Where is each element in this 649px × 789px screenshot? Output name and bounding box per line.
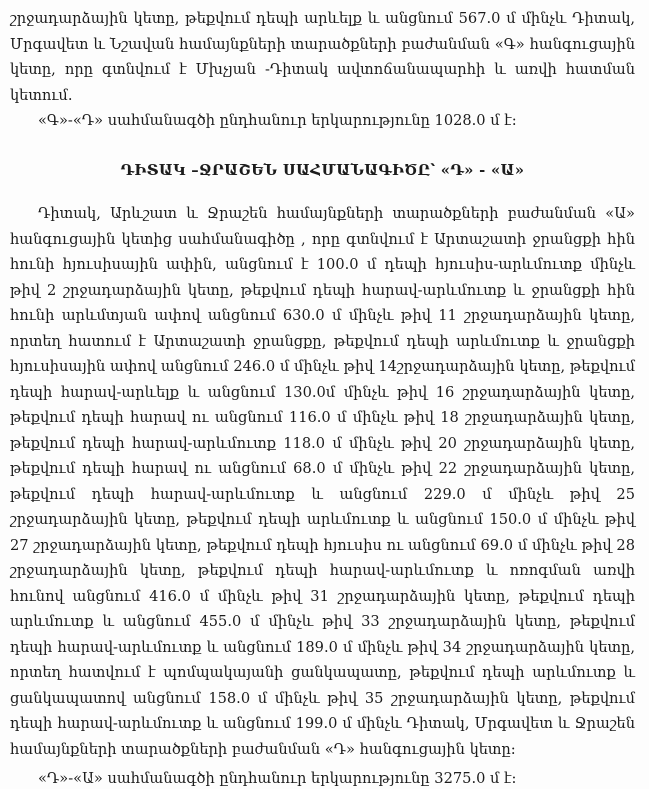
paragraph-d-a-boundary-description: Դիտակ, Արևշատ և Ջրաշեն համայնքների տարածքների բաժանման «Ա» հանգուցային կետից սահմանագիծը , որը գտնվում է Արտաշատի ջրանցքի հին հունի հյուսիսային ափին, անցնում է 100.0 մ դեպի հյուսիս-արևմուտք մինչև թիվ 2 շրջադարձային կետը, թեքվում դեպի հարավ-արևմուտք և ջրանցքի հին հունի արևմտյան ափով անցնում 630.0 մ մինչև թիվ 11 շրջադարձային կետը, որտեղ հատում է Արտաշատի ջրանցքը, թեքվում դեպի արևմուտք և ջրանցքի հյուսիսային ափով անցնում 246.0 մ մինչև թիվ 14շրջադարձային կետը, թեքվում դեպի հարավ-արևելք և անցնում 130.0մ մինչև թիվ 16 շրջադարձային կետը, թեքվում դեպի հարավ ու անցնում 116.0 մ մինչև թիվ 18 շրջադարձային կետը, թեքվում դեպի հարավ-արևմուտք 118.0 մ մինչև թիվ 20 շրջադարձային կետը, թեքվում դեպի հարավ ու անցնում 68.0 մ մինչև թիվ 22 շրջադարձային կետը, թեքվում դեպի հարավ-արևմուտք և անցնում 229.0 մ մինչև թիվ 25 շրջադարձային կետը, թեքվում դեպի արևմուտք և անցնում 150.0 մ մինչև թիվ 27 շրջադարձային կետը, թեքվում դեպի հյուսիս ու անցնում 69.0 մ մինչև թիվ 28 շրջադարձային կետը, թեքվում դեպի հարավ-արևմուտք և ոռոգման առվի հունով անցնում 416.0 մ մինչև թիվ 31 շրջադարձային կետը, թեքվում դեպի արևմուտք և անցնում 455.0 մ մինչև թիվ 33 շրջադարձային կետը, թեքվում դեպի հարավ-արևմուտք և անցնում 189.0 մ մինչև թիվ 34 շրջադարձային կետը, որտեղ հատվում է պոմպակայանի ցանկապատը, թեքվում դեպի արևմուտք և ցանկապատով անցնում 158.0 մ մինչև թիվ 35 շրջադարձային կետը, թեքվում դեպի հարավ-արևմուտք և անցնում 199.0 մ մինչև Դիտակ, Մրգավետ և Ջրաշեն համայնքների տարածքների բաժանման «Դ» հանգուցային կետը: — [10, 205, 635, 758]
paragraph-g-d-total-length: «Գ»-«Դ» սահմանագծի ընդհանուր երկարությունը 1028.0 մ է: — [38, 112, 517, 129]
section-heading-ditak-jrashen: ԴԻՏԱԿ –ՋՐԱՇԵՆ ՍԱՀՄԱՆԱԳԻԾԸ՝ «Դ» - «Ա» — [120, 161, 525, 179]
paragraph-g-boundary-continuation: շրջադարձային կետը, թեքվում դեպի արևելք և անցնում 567.0 մ մինչև Դիտակ, Մրգավետ և Նշավան համայնքների տարածքների բաժանման «Գ» հանգուցային կետը, որը գտնվում է Մխչյան -Դիտակ ավտոճանապարհի և առվի հատման կետում. — [10, 10, 635, 104]
paragraph-d-a-total-length: «Դ»-«Ա» սահմանագծի ընդհանուր երկարությունը 3275.0 մ է: — [38, 770, 517, 787]
